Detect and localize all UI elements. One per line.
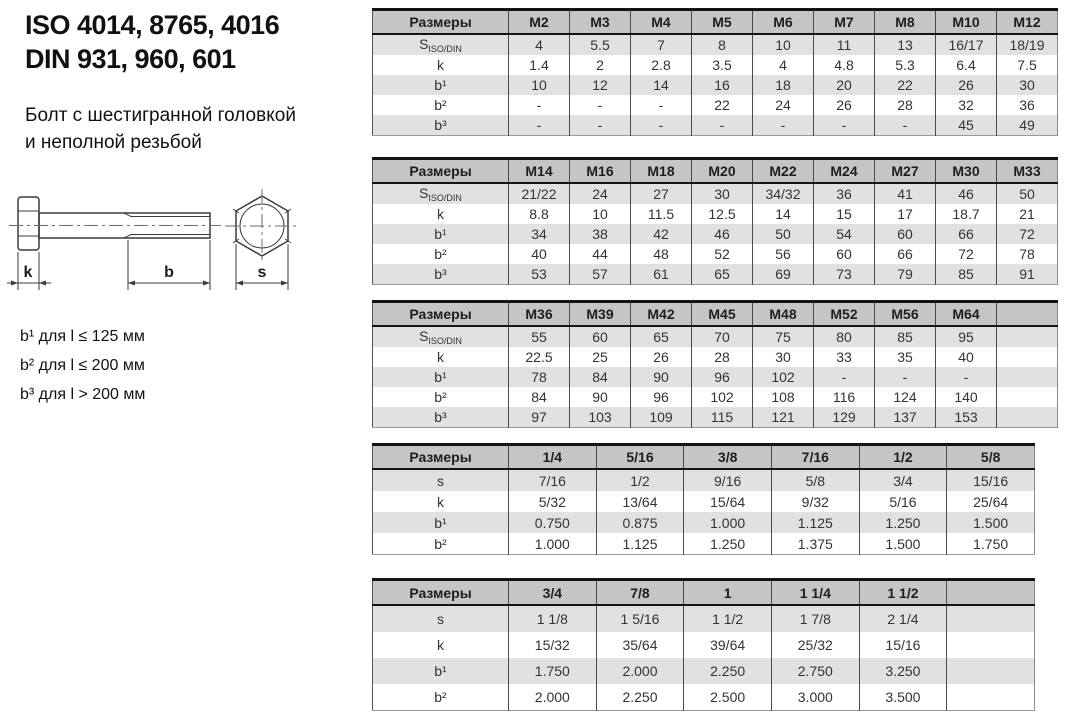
- value-cell: [997, 326, 1058, 347]
- table-row: [373, 224, 1058, 244]
- value-cell: 1.4: [509, 55, 570, 75]
- value-cell: 1.000: [509, 533, 597, 555]
- column-header: M52: [814, 302, 875, 327]
- value-cell: 40: [936, 347, 997, 367]
- value-cell: 10: [753, 34, 814, 55]
- value-cell: 28: [875, 95, 936, 115]
- row-label: b¹: [373, 75, 509, 95]
- row-label: b²: [373, 387, 509, 407]
- value-cell: -: [570, 95, 631, 115]
- table-row: [373, 407, 1058, 428]
- value-cell: 24: [753, 95, 814, 115]
- value-cell: 69: [753, 264, 814, 285]
- value-cell: 15: [814, 204, 875, 224]
- table-row: [373, 75, 1058, 95]
- value-cell: 42: [631, 224, 692, 244]
- value-cell: 32: [936, 95, 997, 115]
- table-row: [373, 244, 1058, 264]
- value-cell: 2.250: [596, 684, 684, 711]
- value-cell: 26: [814, 95, 875, 115]
- value-cell: 30: [753, 347, 814, 367]
- row-label: b²: [373, 684, 509, 711]
- value-cell: 3.250: [859, 658, 947, 684]
- value-cell: 80: [814, 326, 875, 347]
- table-row: [373, 115, 1058, 136]
- value-cell: 91: [997, 264, 1058, 285]
- value-cell: 25/32: [771, 632, 859, 658]
- value-cell: 3.500: [859, 684, 947, 711]
- column-header: 1: [684, 580, 772, 606]
- column-header: M48: [753, 302, 814, 327]
- value-cell: [947, 605, 1035, 632]
- value-cell: 65: [631, 326, 692, 347]
- value-cell: 22: [875, 75, 936, 95]
- value-cell: 13: [875, 34, 936, 55]
- value-cell: [947, 632, 1035, 658]
- value-cell: 109: [631, 407, 692, 428]
- column-header: M14: [509, 159, 570, 184]
- value-cell: 14: [631, 75, 692, 95]
- value-cell: 129: [814, 407, 875, 428]
- value-cell: 1.375: [771, 533, 859, 555]
- table-row: [373, 512, 1035, 533]
- value-cell: 27: [631, 183, 692, 204]
- footnote-b2: b² для l ≤ 200 мм: [20, 357, 145, 374]
- subtitle-line1: Болт с шестигранной головкой: [25, 105, 296, 126]
- table-row: [373, 684, 1035, 711]
- value-cell: -: [509, 95, 570, 115]
- size-header-label: Размеры: [373, 580, 509, 606]
- value-cell: 40: [509, 244, 570, 264]
- value-cell: [997, 407, 1058, 428]
- value-cell: 12: [570, 75, 631, 95]
- value-cell: 102: [692, 387, 753, 407]
- row-label: b²: [373, 533, 509, 555]
- value-cell: 21/22: [509, 183, 570, 204]
- value-cell: 1.500: [859, 533, 947, 555]
- value-cell: 84: [509, 387, 570, 407]
- value-cell: 46: [692, 224, 753, 244]
- value-cell: -: [753, 115, 814, 136]
- value-cell: 11.5: [631, 204, 692, 224]
- value-cell: 90: [570, 387, 631, 407]
- value-cell: 35/64: [596, 632, 684, 658]
- row-label: k: [373, 204, 509, 224]
- value-cell: [947, 684, 1035, 711]
- column-header: M36: [509, 302, 570, 327]
- column-header: M3: [570, 10, 631, 35]
- column-header: 1/2: [859, 445, 947, 470]
- value-cell: 2.000: [509, 684, 597, 711]
- column-header: [947, 580, 1035, 606]
- value-cell: 44: [570, 244, 631, 264]
- value-cell: 15/32: [509, 632, 597, 658]
- column-header: M6: [753, 10, 814, 35]
- value-cell: 97: [509, 407, 570, 428]
- value-cell: 0.875: [596, 512, 684, 533]
- value-cell: 1.125: [771, 512, 859, 533]
- value-cell: -: [631, 95, 692, 115]
- page-title-din: DIN 931, 960, 601: [25, 44, 236, 74]
- table-row: [373, 95, 1058, 115]
- value-cell: 66: [936, 224, 997, 244]
- value-cell: 2.000: [596, 658, 684, 684]
- value-cell: 39/64: [684, 632, 772, 658]
- bolt-head-side: [18, 197, 39, 250]
- column-header: M42: [631, 302, 692, 327]
- value-cell: 1 7/8: [771, 605, 859, 632]
- row-label: b²: [373, 244, 509, 264]
- column-header: M8: [875, 10, 936, 35]
- column-header: 1 1/2: [859, 580, 947, 606]
- column-header: M20: [692, 159, 753, 184]
- value-cell: 108: [753, 387, 814, 407]
- value-cell: 18/19: [997, 34, 1058, 55]
- value-cell: 60: [875, 224, 936, 244]
- value-cell: 3.000: [771, 684, 859, 711]
- column-header: 7/8: [596, 580, 684, 606]
- size-header-label: Размеры: [373, 159, 509, 184]
- value-cell: 46: [936, 183, 997, 204]
- table-row: [373, 183, 1058, 204]
- value-cell: 102: [753, 367, 814, 387]
- value-cell: 7/16: [509, 469, 597, 491]
- column-header: M10: [936, 10, 997, 35]
- value-cell: 0.750: [509, 512, 597, 533]
- value-cell: 84: [570, 367, 631, 387]
- row-label: k: [373, 632, 509, 658]
- value-cell: 124: [875, 387, 936, 407]
- value-cell: 79: [875, 264, 936, 285]
- value-cell: 2.8: [631, 55, 692, 75]
- value-cell: 15/64: [684, 491, 772, 512]
- value-cell: 25/64: [947, 491, 1035, 512]
- value-cell: 1/2: [596, 469, 684, 491]
- table-row: [373, 632, 1035, 658]
- table-row: [373, 533, 1035, 555]
- value-cell: 2.500: [684, 684, 772, 711]
- size-header-label: Размеры: [373, 445, 509, 470]
- value-cell: 8: [692, 34, 753, 55]
- footnotes: [20, 322, 145, 409]
- footnote-b1: b¹ для l ≤ 125 мм: [20, 328, 145, 345]
- value-cell: 17: [875, 204, 936, 224]
- row-label: s: [373, 469, 509, 491]
- value-cell: 70: [692, 326, 753, 347]
- column-header: [997, 302, 1058, 327]
- value-cell: 5.5: [570, 34, 631, 55]
- value-cell: 15/16: [859, 632, 947, 658]
- value-cell: 72: [936, 244, 997, 264]
- value-cell: 55: [509, 326, 570, 347]
- value-cell: 20: [814, 75, 875, 95]
- value-cell: 11: [814, 34, 875, 55]
- column-header: 1 1/4: [771, 580, 859, 606]
- dimensions-table-2: [372, 157, 1058, 285]
- value-cell: 45: [936, 115, 997, 136]
- value-cell: 21: [997, 204, 1058, 224]
- column-header: M5: [692, 10, 753, 35]
- table-row: [373, 264, 1058, 285]
- page-title-iso: ISO 4014, 8765, 4016: [25, 10, 280, 40]
- value-cell: 16: [692, 75, 753, 95]
- table-row: [373, 387, 1058, 407]
- value-cell: 30: [997, 75, 1058, 95]
- value-cell: 60: [570, 326, 631, 347]
- value-cell: 61: [631, 264, 692, 285]
- value-cell: 38: [570, 224, 631, 244]
- value-cell: 65: [692, 264, 753, 285]
- table-row: [373, 326, 1058, 347]
- table-row: [373, 469, 1035, 491]
- value-cell: 116: [814, 387, 875, 407]
- column-header: M24: [814, 159, 875, 184]
- value-cell: 9/16: [684, 469, 772, 491]
- column-header: 5/16: [596, 445, 684, 470]
- value-cell: 60: [814, 244, 875, 264]
- value-cell: 10: [509, 75, 570, 95]
- value-cell: 3/4: [859, 469, 947, 491]
- value-cell: 50: [997, 183, 1058, 204]
- page-subtitle: [25, 102, 365, 156]
- value-cell: 103: [570, 407, 631, 428]
- column-header: M4: [631, 10, 692, 35]
- column-header: M56: [875, 302, 936, 327]
- bolt-technical-drawing: [5, 186, 335, 321]
- value-cell: 36: [814, 183, 875, 204]
- value-cell: 73: [814, 264, 875, 285]
- value-cell: -: [509, 115, 570, 136]
- value-cell: 5/16: [859, 491, 947, 512]
- value-cell: 30: [692, 183, 753, 204]
- value-cell: [997, 387, 1058, 407]
- value-cell: 48: [631, 244, 692, 264]
- column-header: M18: [631, 159, 692, 184]
- value-cell: 33: [814, 347, 875, 367]
- row-label: b³: [373, 264, 509, 285]
- column-header: M27: [875, 159, 936, 184]
- value-cell: 57: [570, 264, 631, 285]
- dimensions-table-5: [372, 578, 1035, 711]
- value-cell: 90: [631, 367, 692, 387]
- column-header: M64: [936, 302, 997, 327]
- value-cell: 1 5/16: [596, 605, 684, 632]
- row-label: b¹: [373, 367, 509, 387]
- value-cell: 140: [936, 387, 997, 407]
- table-row: [373, 491, 1035, 512]
- row-label: k: [373, 347, 509, 367]
- value-cell: 41: [875, 183, 936, 204]
- column-header: M7: [814, 10, 875, 35]
- value-cell: 14: [753, 204, 814, 224]
- value-cell: 50: [753, 224, 814, 244]
- size-header-label: Размеры: [373, 10, 509, 35]
- value-cell: 1.125: [596, 533, 684, 555]
- value-cell: 96: [692, 367, 753, 387]
- row-label: b¹: [373, 658, 509, 684]
- value-cell: 56: [753, 244, 814, 264]
- value-cell: -: [570, 115, 631, 136]
- value-cell: 1.250: [684, 533, 772, 555]
- value-cell: 1.000: [684, 512, 772, 533]
- value-cell: 72: [997, 224, 1058, 244]
- value-cell: 5/8: [771, 469, 859, 491]
- value-cell: 26: [631, 347, 692, 367]
- value-cell: 1.750: [947, 533, 1035, 555]
- value-cell: [997, 367, 1058, 387]
- value-cell: 137: [875, 407, 936, 428]
- dimensions-table-4: [372, 443, 1035, 555]
- value-cell: 7: [631, 34, 692, 55]
- value-cell: 54: [814, 224, 875, 244]
- table-row: [373, 204, 1058, 224]
- value-cell: -: [631, 115, 692, 136]
- row-label: b³: [373, 115, 509, 136]
- column-header: M33: [997, 159, 1058, 184]
- row-label: b¹: [373, 224, 509, 244]
- row-label: $S_{ISO/DIN}$: [373, 326, 509, 347]
- value-cell: 10: [570, 204, 631, 224]
- value-cell: -: [936, 367, 997, 387]
- dim-label-b: b: [164, 264, 174, 281]
- value-cell: 4.8: [814, 55, 875, 75]
- value-cell: 5/32: [509, 491, 597, 512]
- value-cell: 22.5: [509, 347, 570, 367]
- value-cell: [947, 658, 1035, 684]
- value-cell: -: [814, 115, 875, 136]
- value-cell: 24: [570, 183, 631, 204]
- column-header: M30: [936, 159, 997, 184]
- row-label: b¹: [373, 512, 509, 533]
- value-cell: 36: [997, 95, 1058, 115]
- value-cell: 8.8: [509, 204, 570, 224]
- value-cell: -: [875, 115, 936, 136]
- value-cell: 53: [509, 264, 570, 285]
- value-cell: 121: [753, 407, 814, 428]
- value-cell: 78: [997, 244, 1058, 264]
- value-cell: 26: [936, 75, 997, 95]
- value-cell: -: [875, 367, 936, 387]
- table-row: [373, 658, 1035, 684]
- left-column: [25, 8, 365, 156]
- column-header: M39: [570, 302, 631, 327]
- value-cell: 2.750: [771, 658, 859, 684]
- table-row: [373, 605, 1035, 632]
- column-header: M45: [692, 302, 753, 327]
- dim-label-k: k: [23, 264, 33, 281]
- table-row: [373, 367, 1058, 387]
- row-label: b³: [373, 407, 509, 428]
- value-cell: 12.5: [692, 204, 753, 224]
- table-row: [373, 347, 1058, 367]
- value-cell: 96: [631, 387, 692, 407]
- value-cell: 85: [875, 326, 936, 347]
- value-cell: 1 1/8: [509, 605, 597, 632]
- row-label: $S_{ISO/DIN}$: [373, 183, 509, 204]
- value-cell: 2: [570, 55, 631, 75]
- value-cell: 28: [692, 347, 753, 367]
- column-header: M16: [570, 159, 631, 184]
- value-cell: 34/32: [753, 183, 814, 204]
- value-cell: 13/64: [596, 491, 684, 512]
- value-cell: 49: [997, 115, 1058, 136]
- value-cell: 66: [875, 244, 936, 264]
- value-cell: 4: [509, 34, 570, 55]
- value-cell: 16/17: [936, 34, 997, 55]
- value-cell: [997, 347, 1058, 367]
- value-cell: 115: [692, 407, 753, 428]
- value-cell: 1.500: [947, 512, 1035, 533]
- dimensions-table-3: [372, 300, 1058, 428]
- table-row: [373, 34, 1058, 55]
- value-cell: 15/16: [947, 469, 1035, 491]
- value-cell: 1.250: [859, 512, 947, 533]
- row-label: k: [373, 491, 509, 512]
- value-cell: 52: [692, 244, 753, 264]
- column-header: M12: [997, 10, 1058, 35]
- value-cell: 4: [753, 55, 814, 75]
- subtitle-line2: и неполной резьбой: [25, 132, 202, 153]
- table-row: [373, 55, 1058, 75]
- value-cell: 1 1/2: [684, 605, 772, 632]
- value-cell: 95: [936, 326, 997, 347]
- row-label: $S_{ISO/DIN}$: [373, 34, 509, 55]
- row-label: k: [373, 55, 509, 75]
- value-cell: 18.7: [936, 204, 997, 224]
- value-cell: 2 1/4: [859, 605, 947, 632]
- value-cell: 22: [692, 95, 753, 115]
- value-cell: 5.3: [875, 55, 936, 75]
- value-cell: 75: [753, 326, 814, 347]
- value-cell: 1.750: [509, 658, 597, 684]
- value-cell: 35: [875, 347, 936, 367]
- dimensions-table-1: [372, 8, 1058, 136]
- value-cell: 34: [509, 224, 570, 244]
- value-cell: 18: [753, 75, 814, 95]
- column-header: 3/8: [684, 445, 772, 470]
- value-cell: 78: [509, 367, 570, 387]
- column-header: 1/4: [509, 445, 597, 470]
- value-cell: 3.5: [692, 55, 753, 75]
- row-label: s: [373, 605, 509, 632]
- value-cell: 9/32: [771, 491, 859, 512]
- value-cell: 7.5: [997, 55, 1058, 75]
- value-cell: 153: [936, 407, 997, 428]
- value-cell: -: [814, 367, 875, 387]
- column-header: 5/8: [947, 445, 1035, 470]
- row-label: b²: [373, 95, 509, 115]
- value-cell: 6.4: [936, 55, 997, 75]
- footnote-b3: b³ для l > 200 мм: [20, 386, 146, 403]
- size-header-label: Размеры: [373, 302, 509, 327]
- value-cell: 25: [570, 347, 631, 367]
- column-header: M22: [753, 159, 814, 184]
- dim-label-s: s: [257, 264, 267, 281]
- column-header: 7/16: [771, 445, 859, 470]
- column-header: 3/4: [509, 580, 597, 606]
- value-cell: 85: [936, 264, 997, 285]
- value-cell: -: [692, 115, 753, 136]
- column-header: M2: [509, 10, 570, 35]
- value-cell: 2.250: [684, 658, 772, 684]
